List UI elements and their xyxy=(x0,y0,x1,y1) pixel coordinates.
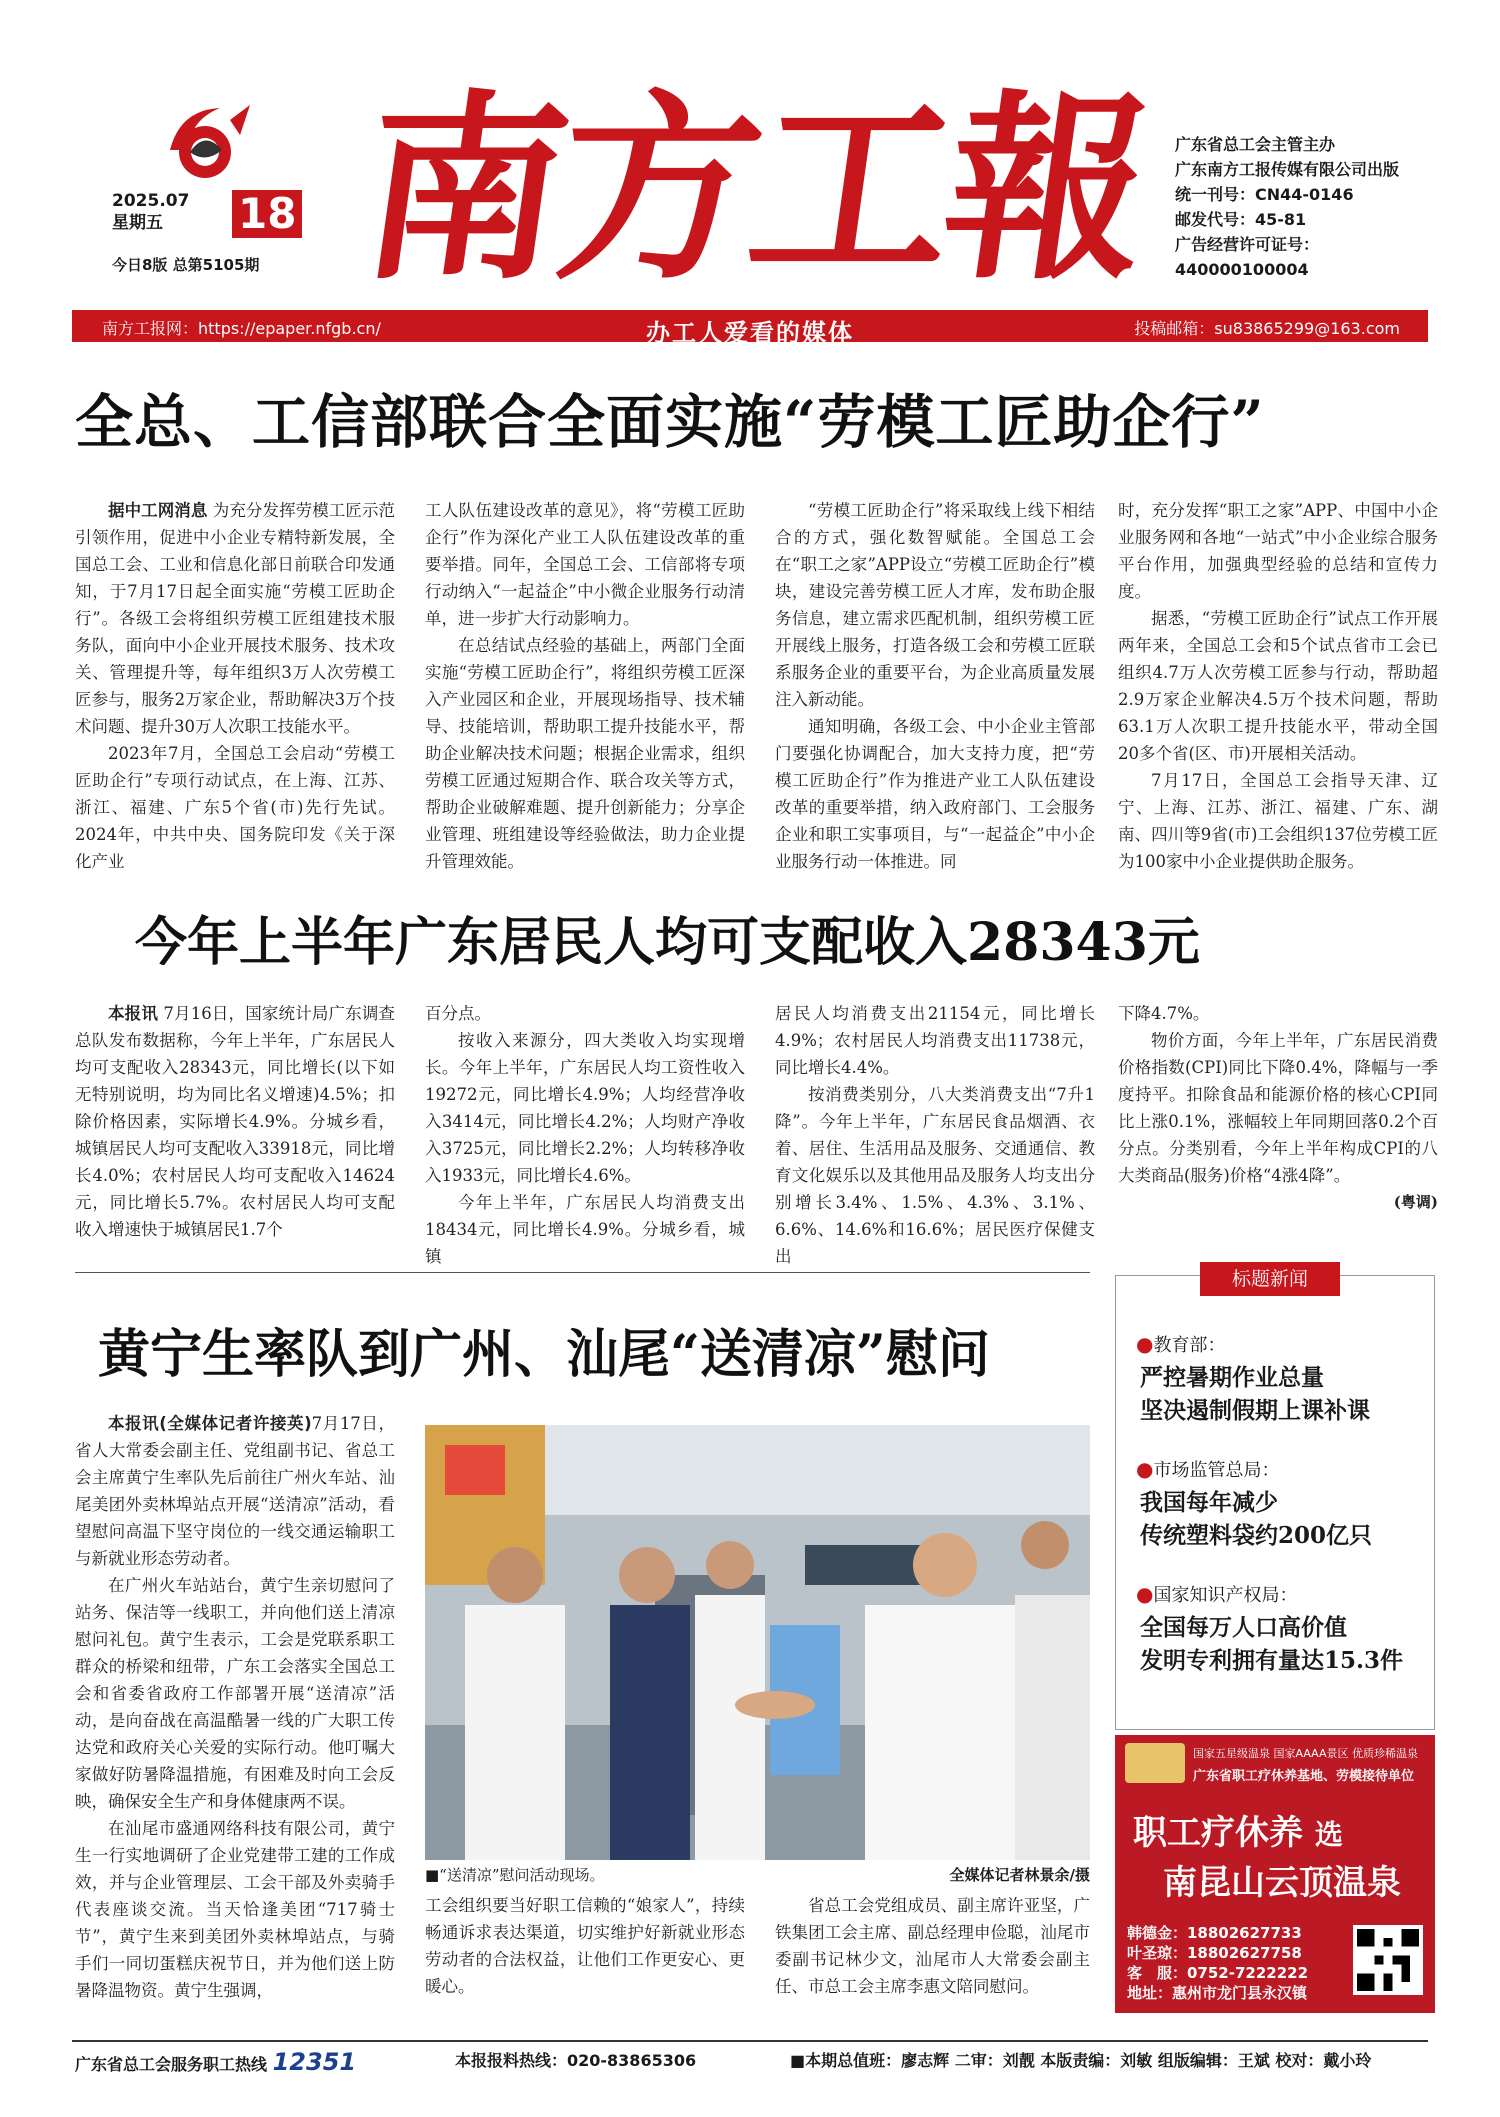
article-1-col-1 xyxy=(75,497,395,875)
article-1-text: 在总结试点经验的基础上，两部门全面实施“劳模工匠助企行”，将组织劳模工匠深入产业园区和企业，开展现场指导、技术辅导、技能培训，帮助职工提升技能水平，帮助企业解决技术问题；根据企业需求，组织劳模工匠通过短期合作、联合攻关等方式，帮助企业破解难题、提升创新能力；分享企业管理、班组建设等经验做法，助力企业提升管理效能。 xyxy=(425,636,745,871)
photo-credit: 全媒体记者林景余/摄 xyxy=(949,1866,1090,1884)
article-1-text: “劳模工匠助企行”将采取线上线下相结合的方式，强化数智赋能。全国总工会在“职工之家”APP设立“劳模工匠助企行”模块，建设完善劳模工匠人才库，发布助企服务信息，建立需求匹配机制，组织劳模工匠开展线上服务，打造各级工会和劳模工匠联系服务企业的重要平台，为企业高质量发展注入新动能。 xyxy=(775,501,1095,709)
publisher-line: 广告经营许可证号： xyxy=(1175,235,1320,254)
headline-news-box xyxy=(1115,1275,1435,1730)
article-1-text: 2023年7月，全国总工会启动“劳模工匠助企行”专项行动试点，在上海、江苏、浙江、福建、广东5个省(市)先行先试。2024年，中共中央、国务院印发《关于深化产业 xyxy=(75,744,395,871)
headline-news-tag: 标题新闻 xyxy=(1200,1262,1340,1296)
footer-divider xyxy=(72,2040,1428,2042)
article-2-text: 今年上半年，广东居民人均消费支出18434元，同比增长4.9%。分城乡看，城镇 xyxy=(425,1193,745,1266)
article-3-col-2 xyxy=(425,1892,745,2000)
article-2-text: 7月16日，国家统计局广东调查总队发布数据称，今年上半年，广东居民人均可支配收入28343元，同比增长(以下如无特别说明，均为同比名义增速)4.5%；扣除价格因素，实际增长4.9%。分城乡看，城镇居民人均可支配收入33918元，同比增长4.0%；农村居民人均可支配收入14624元，同比增长5.7%。农村居民人均可支配收入增速快于城镇居民1.7个 xyxy=(75,1004,396,1239)
headline-article-3[interactable]: 黄宁生率队到广州、汕尾“送清凉”慰问 xyxy=(98,1324,990,1385)
ad-headline-2: 南昆山云顶温泉 xyxy=(1163,1863,1401,1903)
ad-top-line-2: 广东省职工疗休养基地、劳模接待单位 xyxy=(1193,1769,1415,1784)
article-1-text: 为充分发挥劳模工匠示范引领作用，促进中小企业专精特新发展，全国总工会、工业和信息化部日前联合印发通知，于7月17日起全面实施“劳模工匠助企行”。各级工会将组织劳模工匠组建技术服务队，面向中小企业开展技术服务、技术攻关、管理提升等，每年组织3万人次劳模工匠参与，服务2万家企业，帮助解决3万个技术问题、提升30万人次职工技能水平。 xyxy=(75,501,396,736)
publisher-line: 广东省总工会主管主办 xyxy=(1175,135,1336,154)
article-1-text: 7月17日，全国总工会指导天津、辽宁、上海、江苏、浙江、福建、广东、湖南、四川等9省(市)工会组织137位劳模工匠为100家中小企业提供助企服务。 xyxy=(1118,771,1438,871)
article-1-col-2 xyxy=(425,497,745,875)
bullet-icon: ● xyxy=(1136,1457,1154,1481)
article-1-text: 通知明确，各级工会、中小企业主管部门要强化协调配合，加大支持力度，把“劳模工匠助企行”作为推进产业工人队伍建设改革的重要举措，纳入政府部门、工会服务企业和职工实事项目，与“一起益企”中小企业服务行动一体推进。同 xyxy=(775,717,1095,871)
edition-info: 今日8版 总第5105期 xyxy=(112,256,260,274)
article-3-text: 省总工会党组成员、副主席许亚坚，广铁集团工会主席、副总经理申俭聪，汕尾市委副书记林少文，汕尾市人大常委会副主任、市总工会主席李惠文陪同慰问。 xyxy=(775,1896,1090,1996)
publisher-line: 邮发代号：45-81 xyxy=(1175,210,1307,229)
headline-news-item[interactable]: 全国每万人口高价值 发明专利拥有量达15.3件 xyxy=(1140,1614,1404,1674)
article-2-col-1 xyxy=(75,1000,395,1243)
article-1-text: 时，充分发挥“职工之家”APP、中国中小企业服务网和各地“一站式”中小企业综合服务平台作用，加强典型经验的总结和宣传力度。 xyxy=(1118,501,1438,601)
article-2-text: 百分点。 xyxy=(425,1004,491,1023)
section-divider xyxy=(75,1272,1090,1273)
ad-contact-line: 韩德金：18802627733 xyxy=(1127,1924,1302,1942)
headline-article-1[interactable]: 全总、工信部联合全面实施“劳模工匠助企行” xyxy=(75,388,1265,456)
article-3-col-1 xyxy=(75,1410,395,2004)
article-3-lead: 本报讯(全媒体记者许接英) xyxy=(108,1414,312,1433)
headline-article-2[interactable]: 今年上半年广东居民人均可支配收入28343元 xyxy=(135,912,1200,973)
article-3-text: 工会组织要当好职工信赖的“娘家人”，持续畅通诉求表达渠道，切实维护好新就业形态劳动者的合法权益，让他们工作更安心、更暖心。 xyxy=(425,1896,745,1996)
footer-credits: ■本期总值班：廖志辉 二审：刘靓 本版责编：刘敏 组版编辑：王斌 校对：戴小玲 xyxy=(790,2051,1372,2070)
footer-hotline: 广东省总工会服务职工热线 12351 xyxy=(75,2048,357,2076)
bullet-icon: ● xyxy=(1136,1582,1154,1606)
headline-news-item[interactable]: 严控暑期作业总量 坚决遏制假期上课补课 xyxy=(1140,1364,1370,1424)
newspaper-logo-icon xyxy=(160,100,255,188)
publisher-line: 统一刊号：CN44-0146 xyxy=(1175,185,1354,204)
article-2-text: 居民人均消费支出21154元，同比增长4.9%；农村居民人均消费支出11738元，同比增长4.4%。 xyxy=(775,1004,1095,1077)
ad-contact-line: 地址：惠州市龙门县永汉镇 xyxy=(1127,1984,1308,2002)
article-3-text: 在汕尾市盛通网络科技有限公司，黄宁生一行实地调研了企业党建带工建的工作成效，并与企业管理层、工会干部及外卖骑手代表座谈交流。当天恰逢美团“717骑士节”，黄宁生来到美团外卖林埠站点，与骑手们一同切蛋糕庆祝节日，并为他们送上防暑降温物资。黄宁生强调， xyxy=(75,1819,395,2000)
headline-news-org: ●市场监管总局： xyxy=(1136,1457,1280,1481)
news-photo xyxy=(425,1425,1090,1860)
article-1-lead: 据中工网消息 xyxy=(108,501,208,520)
publisher-line: 广东南方工报传媒有限公司出版 xyxy=(1175,160,1400,179)
article-1-col-4 xyxy=(1118,497,1438,875)
issue-weekday: 星期五 xyxy=(112,213,163,233)
submission-email[interactable]: 投稿邮箱：su83865299@163.com xyxy=(1134,319,1400,338)
qr-code-icon[interactable] xyxy=(1353,1925,1423,1995)
website-link[interactable]: 南方工报网：https://epaper.nfgb.cn/ xyxy=(102,319,381,338)
article-2-text: 按收入来源分，四大类收入均实现增长。今年上半年，广东居民人均工资性收入19272元，同比增长4.9%；人均经营净收入3414元，同比增长4.2%；人均财产净收入3725元，同比增长2.2%；人均转移净收入1933元，同比增长4.6%。 xyxy=(425,1031,745,1185)
article-2-text: 物价方面，今年上半年，广东居民消费价格指数(CPI)同比下降0.4%，降幅与一季度持平。扣除食品和能源价格的核心CPI同比上涨0.1%，涨幅较上年同期回落0.2个百分点。分类别看，今年上半年构成CPI的八大类商品(服务)价格“4涨4降”。 xyxy=(1118,1031,1438,1185)
publisher-info xyxy=(1175,132,1399,282)
photo-caption: ■“送清凉”慰问活动现场。 xyxy=(425,1866,605,1884)
hotline-number[interactable]: 12351 xyxy=(272,2048,357,2076)
slogan: 办工人爱看的媒体 xyxy=(646,318,854,347)
article-2-col-4 xyxy=(1118,1000,1438,1216)
paper-name: 南方工報 xyxy=(348,72,1158,307)
publisher-line: 440000100004 xyxy=(1175,260,1309,279)
bullet-icon: ● xyxy=(1136,1332,1154,1356)
issue-year-month: 2025.07 xyxy=(112,191,190,211)
ad-headline-1: 职工疗休养 选 xyxy=(1133,1813,1343,1853)
masthead-red-bar xyxy=(72,310,1428,347)
article-1-col-3 xyxy=(775,497,1095,875)
headline-news-org: ●教育部： xyxy=(1136,1332,1226,1356)
issue-date xyxy=(112,189,297,238)
hot-spring-ad[interactable] xyxy=(1115,1735,1435,2013)
resort-logo-icon xyxy=(1125,1743,1185,1783)
article-2-col-2 xyxy=(425,1000,745,1270)
issue-day: 18 xyxy=(232,190,302,238)
article-3-text: 7月17日，省人大常委会副主任、党组副书记、省总工会主席黄宁生率队先后前往广州火车站、汕尾美团外卖林埠站点开展“送清凉”活动，看望慰问高温下坚守岗位的一线交通运输职工与新就业形态劳动者。 xyxy=(75,1414,395,1568)
article-1-text: 据悉，“劳模工匠助企行”试点工作开展两年来，全国总工会和5个试点省市工会已组织4.7万人次劳模工匠参与行动，帮助超2.9万家企业解决4.5万个技术问题，帮助63.1万人次职工提升技能水平，带动全国20多个省(区、市)开展相关活动。 xyxy=(1118,609,1438,763)
ad-top-line-1: 国家五星级温泉 国家AAAA景区 优质珍稀温泉 xyxy=(1193,1747,1419,1760)
ad-contact-line: 客 服：0752-7222222 xyxy=(1127,1964,1309,1982)
article-2-text: 按消费类别分，八大类消费支出“7升1降”。今年上半年，广东居民食品烟酒、衣着、居住、生活用品及服务、交通通信、教育文化娱乐以及其他用品及服务人均支出分别增长3.4%、1.5%、4.3%、3.1%、6.6%、14.6%和16.6%；居民医疗保健支出 xyxy=(775,1085,1095,1266)
article-2-text: 下降4.7%。 xyxy=(1118,1004,1210,1023)
article-3-text: 在广州火车站站台，黄宁生亲切慰问了站务、保洁等一线职工，并向他们送上清凉慰问礼包。黄宁生表示，工会是党联系职工群众的桥梁和纽带，广东工会落实全国总工会和省委省政府工作部署开展“送清凉”活动，是向奋战在高温酷暑一线的广大职工传达党和政府关心关爱的实际行动。他叮嘱大家做好防暑降温措施，有困难及时向工会反映，确保安全生产和身体健康两不误。 xyxy=(75,1576,395,1811)
article-1-text: 工人队伍建设改革的意见》，将“劳模工匠助企行”作为深化产业工人队伍建设改革的重要举措。同年，全国总工会、工信部将专项行动纳入“一起益企”中小微企业服务行动清单，进一步扩大行动影响力。 xyxy=(425,501,745,628)
headline-news-org: ●国家知识产权局： xyxy=(1136,1582,1298,1606)
article-3-col-3 xyxy=(775,1892,1090,2000)
article-2-col-3 xyxy=(775,1000,1095,1270)
ad-contacts xyxy=(1127,1923,1308,2003)
footer-report-hotline: 本报报料热线：020-83865306 xyxy=(455,2051,697,2070)
article-2-lead: 本报讯 xyxy=(108,1004,158,1023)
ad-contact-line: 叶圣琼：18802627758 xyxy=(1127,1944,1302,1962)
article-2-source: (粤调) xyxy=(1393,1193,1438,1211)
headline-news-item[interactable]: 我国每年减少 传统塑料袋约200亿只 xyxy=(1140,1489,1373,1549)
